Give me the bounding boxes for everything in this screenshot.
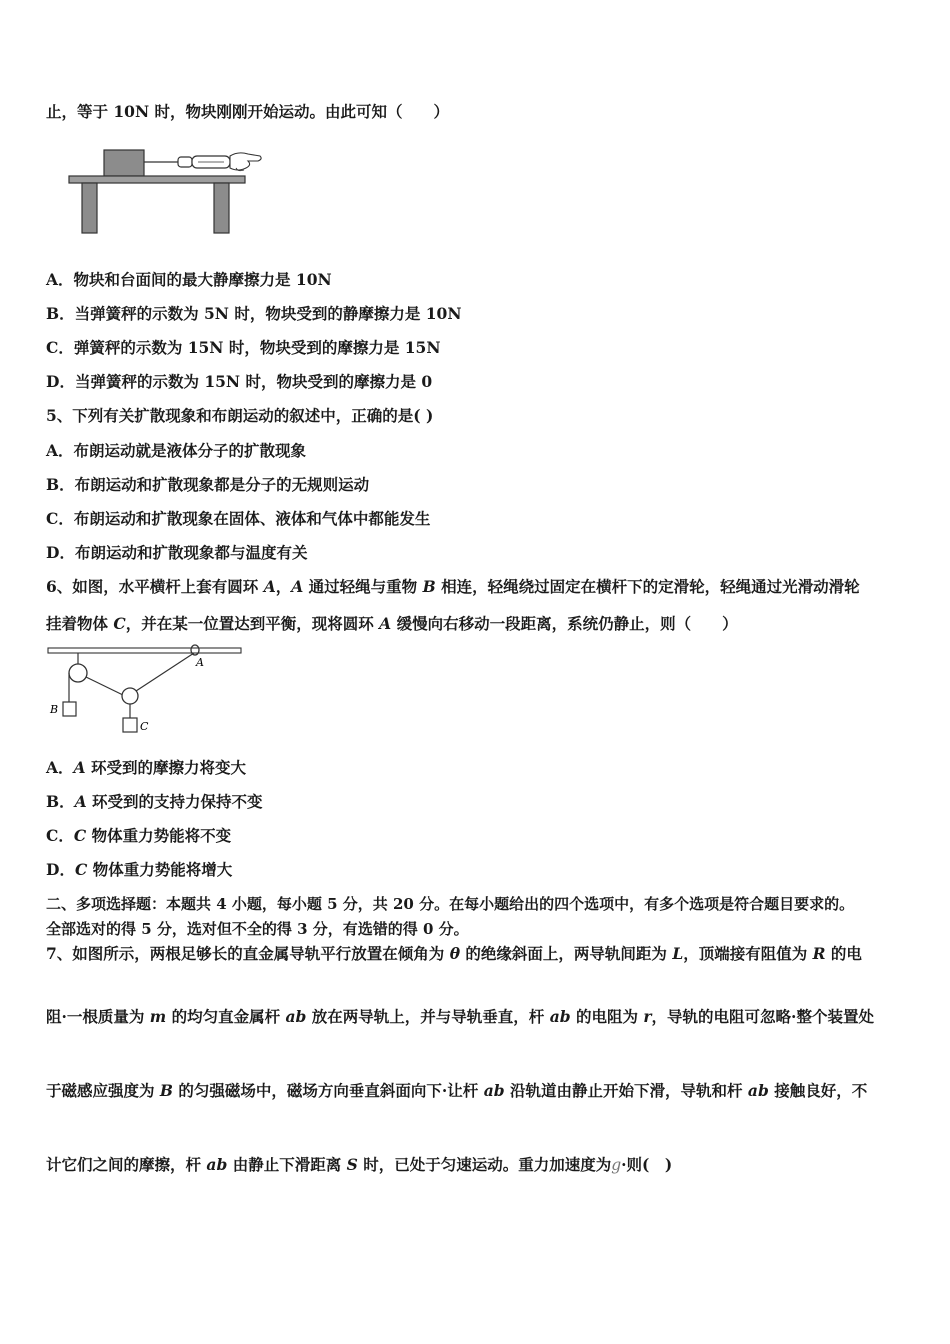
q4-option-a: A．物块和台面间的最大静摩擦力是 10N bbox=[46, 270, 332, 289]
q5-option-c: C．布朗运动和扩散现象在固体、液体和气体中都能发生 bbox=[46, 509, 431, 528]
section2-heading-line1: 二、多项选择题：本题共 4 小题，每小题 5 分，共 20 分。在每小题给出的四个选项中，有多个选项是符合题目要求的。 bbox=[46, 895, 855, 913]
q6-option-a: A．A 环受到的摩擦力将变大 bbox=[46, 758, 246, 777]
q5-option-b: B．布朗运动和扩散现象都是分子的无规则运动 bbox=[46, 475, 370, 494]
q6-option-d: D．C 物体重力势能将增大 bbox=[46, 860, 233, 879]
q4-option-c: C．弹簧秤的示数为 15N 时，物块受到的摩擦力是 15N bbox=[46, 338, 441, 357]
q7-stem-line1: 7、如图所示，两根足够长的直金属导轨平行放置在倾角为 θ 的绝缘斜面上，两导轨间距为 L，顶端接有阻值为 R 的电 bbox=[46, 944, 862, 963]
q7-stem-line2: 阻·一根质量为 m 的均匀直金属杆 ab 放在两导轨上，并与导轨垂直，杆 ab 的电阻为 r，导轨的电阻可忽略·整个装置处 bbox=[46, 1007, 874, 1026]
figure-label-a: A bbox=[196, 656, 204, 669]
q4-option-d: D．当弹簧秤的示数为 15N 时，物块受到的摩擦力是 0 bbox=[46, 372, 433, 391]
q5-option-d: D．布朗运动和扩散现象都与温度有关 bbox=[46, 543, 308, 562]
q7-stem-line3: 于磁感应强度为 B 的匀强磁场中，磁场方向垂直斜面向下·让杆 ab 沿轨道由静止开始下滑，导轨和杆 ab 接触良好，不 bbox=[46, 1081, 868, 1100]
q5-stem: 5、下列有关扩散现象和布朗运动的叙述中，正确的是( ) bbox=[46, 406, 434, 425]
q6-stem-line1: 6、如图，水平横杆上套有圆环 A，A 通过轻绳与重物 B 相连，轻绳绕过固定在横杆下的定滑轮，轻绳通过光滑动滑轮 bbox=[46, 577, 860, 596]
figure-label-b: B bbox=[50, 703, 59, 716]
q4-option-b: B．当弹簧秤的示数为 5N 时，物块受到的静摩擦力是 10N bbox=[46, 304, 462, 323]
figure-pulley-system bbox=[46, 644, 246, 736]
section2-heading-line2: 全部选对的得 5 分，选对但不全的得 3 分，有选错的得 0 分。 bbox=[46, 920, 469, 938]
figure-label-c: C bbox=[140, 720, 149, 733]
q6-stem-line2: 挂着物体 C，并在某一位置达到平衡，现将圆环 A 缓慢向右移动一段距离，系统仍静止，则（ ） bbox=[46, 614, 738, 633]
q6-option-c: C．C 物体重力势能将不变 bbox=[46, 826, 232, 845]
figure-table-spring-scale bbox=[66, 142, 266, 238]
q6-option-b: B．A 环受到的支持力保持不变 bbox=[46, 792, 263, 811]
q5-option-a: A．布朗运动就是液体分子的扩散现象 bbox=[46, 441, 307, 460]
q4-stem-tail: 止，等于 10N 时，物块刚刚开始运动。由此可知（ ） bbox=[46, 102, 450, 121]
q7-stem-line4: 计它们之间的摩擦，杆 ab 由静止下滑距离 S 时，已处于匀速运动。重力加速度为g·则( ) bbox=[46, 1155, 673, 1174]
